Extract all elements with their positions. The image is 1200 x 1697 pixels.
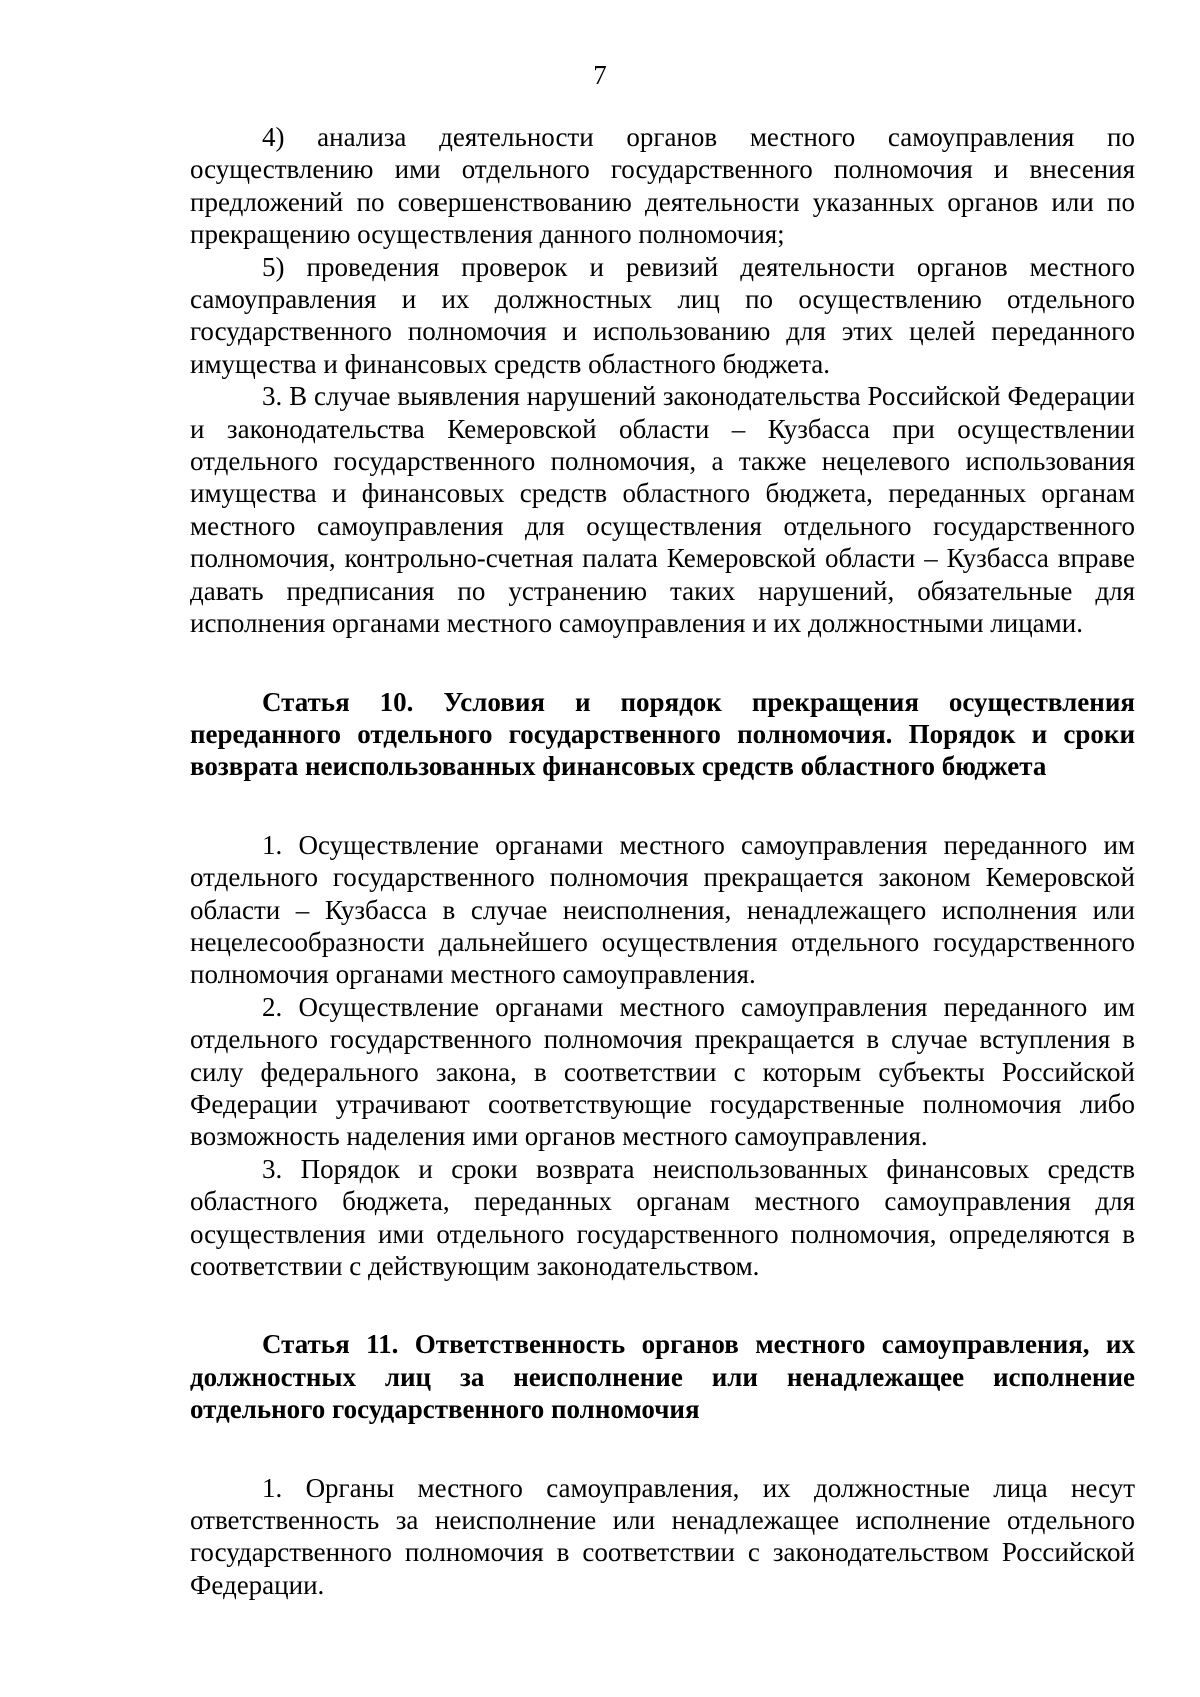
article-11-heading: Статья 11. Ответственность органов местного самоуправления, их должностных лиц за неисполнение или ненадлежащее исполнение отдельного государственного полномочия — [190, 1329, 1135, 1425]
article-10-paragraph-3: 3. Порядок и сроки возврата неиспользованных финансовых средств областного бюджета, переданных органам местного самоуправления для осуществления ими отдельного государственного полномочия, определяются в соответствии с действующим законодательством. — [190, 1153, 1135, 1281]
article-11-paragraph-1: 1. Органы местного самоуправления, их должностные лица несут ответственность за неисполнение или ненадлежащее исполнение отдельного государственного полномочия в соответствии с законодательством Российской Федерации. — [190, 1472, 1135, 1600]
list-item-5: 5) проведения проверок и ревизий деятельности органов местного самоуправления и их должностных лиц по осуществлению отдельного государственного полномочия и использованию для этих целей переданного имущества и финансовых средств областного бюджета. — [190, 251, 1135, 379]
document-body — [190, 121, 1135, 1601]
article-10-heading: Статья 10. Условия и порядок прекращения осуществления переданного отдельного государственного полномочия. Порядок и сроки возврата неиспользованных финансовых средств областного бюджета — [190, 686, 1135, 782]
list-item-4: 4) анализа деятельности органов местного самоуправления по осуществлению ими отдельного государственного полномочия и внесения предложений по совершенствованию деятельности указанных органов или по прекращению осуществления данного полномочия; — [190, 122, 1135, 250]
article-10-paragraph-2: 2. Осуществление органами местного самоуправления переданного им отдельного государственного полномочия прекращается в случае вступления в силу федерального закона, в соответствии с которым субъекты Российской Федерации утрачивают соответствующие государственные полномочия либо возможность наделения ими органов местного самоуправления. — [190, 991, 1135, 1152]
page-number: 7 — [593, 60, 607, 90]
paragraph-3: 3. В случае выявления нарушений законодательства Российской Федерации и законодательства Кемеровской области – Кузбасса при осуществлении отдельного государственного полномочия, а также нецелевого использования имущества и финансовых средств областного бюджета, переданных органам местного самоуправления для осуществления отдельного государственного полномочия, контрольно-счетная палата Кемеровской области – Кузбасса вправе давать предписания по устранению таких нарушений, обязательные для исполнения органами местного самоуправления и их должностными лицами. — [190, 381, 1135, 639]
article-10-paragraph-1: 1. Осуществление органами местного самоуправления переданного им отдельного государственного полномочия прекращается законом Кемеровской области – Кузбасса в случае неисполнения, ненадлежащего исполнения или нецелесообразности дальнейшего осуществления отдельного государственного полномочия органами местного самоуправления. — [190, 829, 1135, 990]
